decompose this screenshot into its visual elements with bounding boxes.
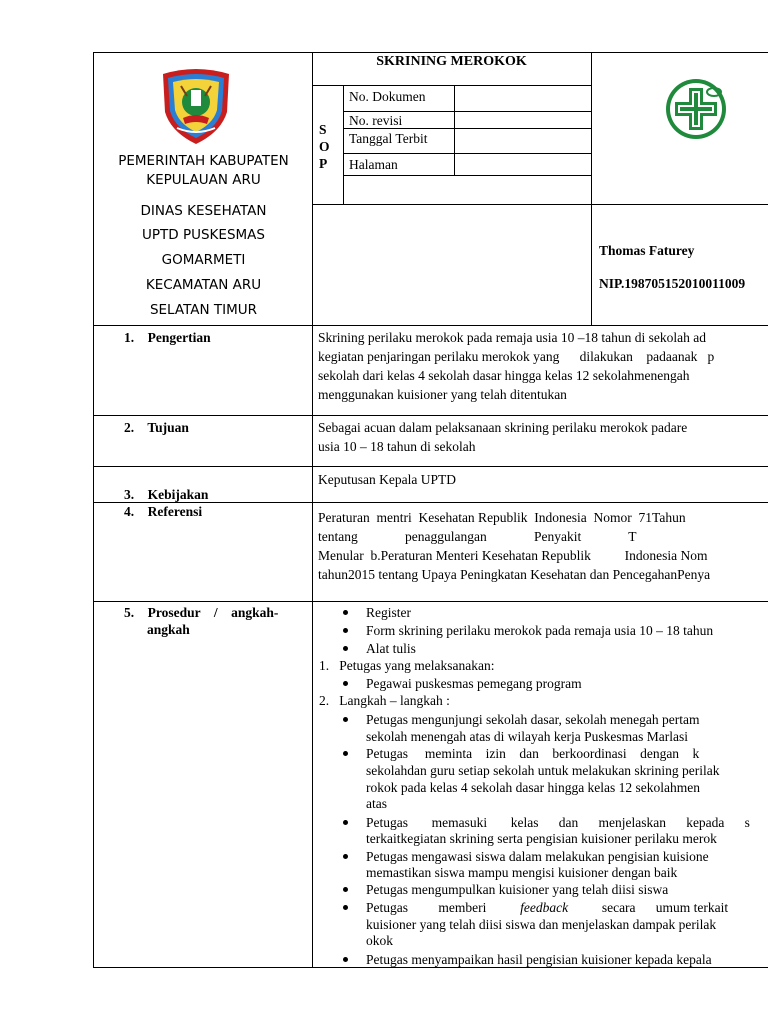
bullet-icon xyxy=(343,957,348,962)
section-2-line: Sebagai acuan dalam pelaksanaan skrining perilaku merokok padare xyxy=(318,420,688,435)
row1-bottom xyxy=(93,415,768,416)
section-1-line: sekolah dari kelas 4 sekolah dasar hingga kelas 12 sekolahmenengah xyxy=(318,368,690,383)
section-4-line: tentang penaggulangan Penyakit T xyxy=(318,529,637,544)
section-1-label: 1. Pengertian xyxy=(124,330,211,345)
bullet-icon xyxy=(343,905,348,910)
regency-logo xyxy=(157,66,235,146)
sop-letter-o: O xyxy=(319,139,330,154)
dept-line-4: KECAMATAN ARU xyxy=(145,277,262,293)
puskesmas-logo xyxy=(656,72,740,144)
document-title: SKRINING MEROKOK xyxy=(376,54,527,69)
title-row-bottom xyxy=(312,85,591,86)
table-col-divider xyxy=(312,52,313,968)
sop-block-bottom xyxy=(312,204,768,205)
step-line: memastikan siswa mampu mengisi kuisioner dengan baik xyxy=(366,865,678,880)
step-line: sekolahdan guru setiap sekolah untuk melakukan skrining perilak xyxy=(366,763,720,778)
coat-of-arms-icon xyxy=(157,66,235,146)
gov-name-line1: PEMERINTAH KABUPATEN xyxy=(118,153,289,169)
section-1-line: Skrining perilaku merokok pada remaja usia 10 –18 tahun di sekolah ad xyxy=(318,330,707,345)
field-halaman: Halaman xyxy=(349,157,398,172)
sop-col-divider xyxy=(343,85,344,204)
step-line: kuisioner yang telah diisi siswa dan menjelaskan dampak perilak xyxy=(366,917,717,932)
dept-line-1: DINAS KESEHATAN xyxy=(140,203,267,219)
step-line: Petugas memasuki kelas dan menjelaskan kepada s xyxy=(366,815,750,830)
section-3-label: 3. Kebijakan xyxy=(124,487,209,502)
signer-nip: NIP.198705152010011009 xyxy=(599,276,746,291)
section-3-line: Keputusan Kepala UPTD xyxy=(318,472,456,487)
field-tanggal-terbit: Tanggal Terbit xyxy=(349,131,428,146)
green-cross-icon xyxy=(656,72,740,144)
section-5-label: 5. Prosedur / angkah- xyxy=(124,605,279,620)
bullet-icon xyxy=(343,681,348,686)
step-line: terkaitkegiatan skrining serta pengisian kuisioner perilaku merok xyxy=(366,831,717,846)
bullet-icon xyxy=(343,646,348,651)
bullet-icon xyxy=(343,628,348,633)
step-line: Petugas mengumpulkan kuisioner yang telah diisi siswa xyxy=(366,882,669,897)
material-item: Register xyxy=(366,605,411,620)
gov-name-line2: KEPULAUAN ARU xyxy=(146,172,261,188)
dept-line-3: GOMARMETI xyxy=(161,252,246,268)
sop-letter-p: P xyxy=(319,156,328,171)
step-line: Petugas mengawasi siswa dalam melakukan pengisian kuisione xyxy=(366,849,709,864)
section-4-line: tahun2015 tentang Upaya Peningkatan Kesehatan dan PencegahanPenya xyxy=(318,567,711,582)
step-line: Petugas memberi feedback secara umum terkait xyxy=(366,900,729,915)
field-line-3 xyxy=(343,153,591,154)
section-4-line: Menular b.Peraturan Menteri Kesehatan Republik Indonesia Nom xyxy=(318,548,708,563)
section-2-line: usia 10 – 18 tahun di sekolah xyxy=(318,439,476,454)
material-item: Form skrining perilaku merokok pada remaja usia 10 – 18 tahun xyxy=(366,623,714,638)
dept-line-2: UPTD PUSKESMAS xyxy=(142,227,265,243)
dept-line-5: SELATAN TIMUR xyxy=(149,302,258,318)
step-line: rokok pada kelas 4 sekolah dasar hingga kelas 12 sekolahmen xyxy=(366,780,701,795)
field-no-dokumen: No. Dokumen xyxy=(349,89,426,104)
header-bottom xyxy=(93,325,768,326)
material-item: Alat tulis xyxy=(366,641,416,656)
section-4-line: Peraturan mentri Kesehatan Republik Indonesia Nomor 71Tahun xyxy=(318,510,686,525)
numbered-item-2: 2. Langkah – langkah : xyxy=(319,693,450,708)
section-1-line: menggunakan kuisioner yang telah ditentukan xyxy=(318,387,567,402)
header-col-divider xyxy=(591,52,592,325)
field-no-revisi: No. revisi xyxy=(349,113,403,128)
step-line: Petugas mengunjungi sekolah dasar, sekolah menegah pertam xyxy=(366,712,700,727)
bullet-icon xyxy=(343,854,348,859)
step-line: Petugas meminta izin dan berkoordinasi dengan k xyxy=(366,746,700,761)
table-left-border xyxy=(93,52,94,968)
step-line: Petugas menyampaikan hasil pengisian kuisioner kepada kepala xyxy=(366,952,712,967)
bullet-icon xyxy=(343,610,348,615)
bullet-icon xyxy=(343,751,348,756)
section-4-label: 4. Referensi xyxy=(124,504,203,519)
step-line: okok xyxy=(366,933,393,948)
section-1-line: kegiatan penjaringan perilaku merokok yang dilakukan padaanak p xyxy=(318,349,715,364)
step-line: atas xyxy=(366,796,387,811)
section-2-label: 2. Tujuan xyxy=(124,420,189,435)
bullet-icon xyxy=(343,717,348,722)
executor-item: Pegawai puskesmas pemegang program xyxy=(366,676,582,691)
row2-bottom xyxy=(93,466,768,467)
section-5-label-cont: angkah xyxy=(147,622,190,637)
step-line: sekolah menengah atas di wilayah kerja Puskesmas Marlasi xyxy=(366,729,689,744)
field-line-4 xyxy=(343,175,591,176)
row4-bottom xyxy=(93,601,768,602)
bullet-icon xyxy=(343,887,348,892)
numbered-item-1: 1. Petugas yang melaksanakan: xyxy=(319,658,495,673)
sop-letter-s: S xyxy=(319,122,327,137)
field-col-divider xyxy=(454,85,455,176)
signer-name: Thomas Faturey xyxy=(599,243,695,258)
bullet-icon xyxy=(343,820,348,825)
